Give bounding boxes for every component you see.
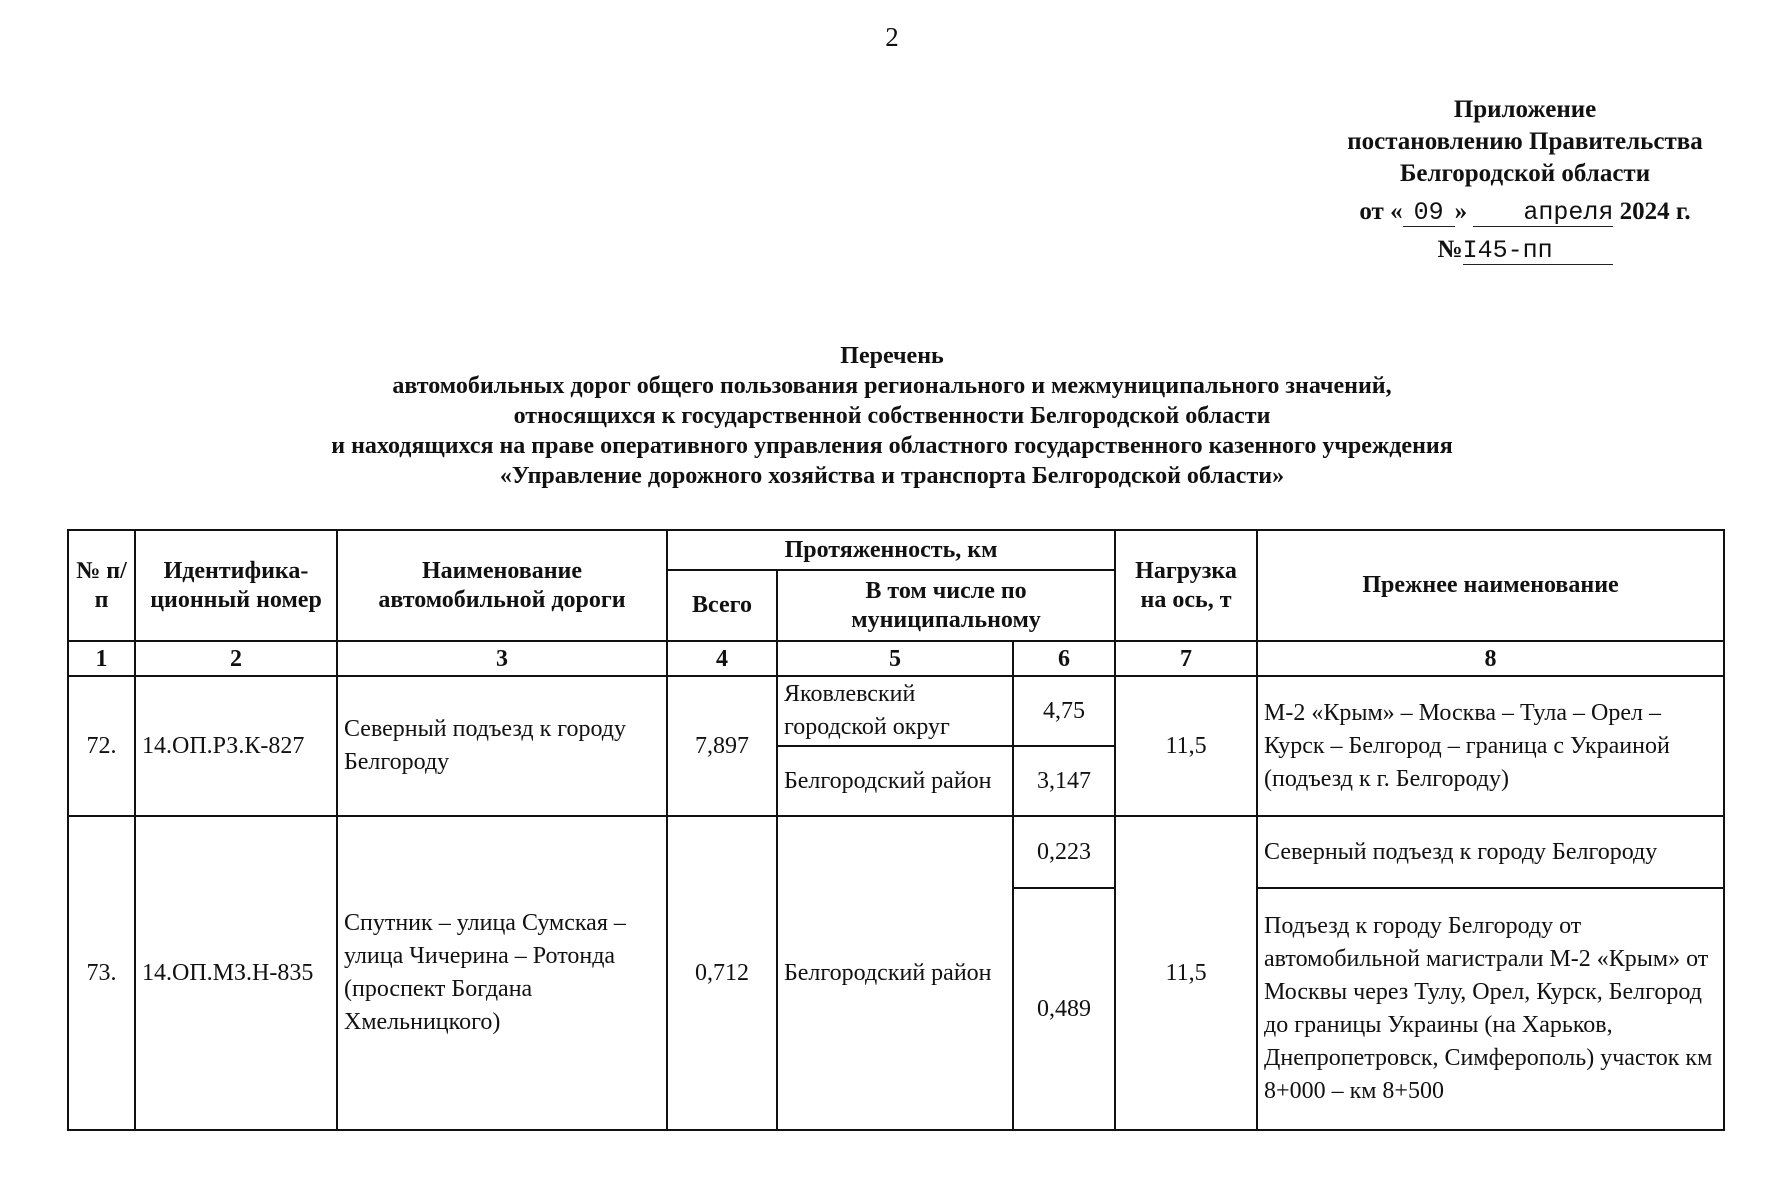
column-number: 1 [68,641,135,676]
page-number: 2 [885,22,899,52]
row-length: 3,147 [1013,746,1115,816]
row-load: 11,5 [1115,676,1257,816]
row-total: 0,712 [667,816,777,1130]
row-name: Спутник – улица Сумская – улица Чичерина – Ротонда (проспект Богдана Хмельницкого) [337,816,667,1130]
row-id: 14.ОП.МЗ.Н-835 [135,816,337,1130]
column-number: 5 [777,641,1013,676]
header-total: Всего [667,570,777,641]
row-length: 0,489 [1013,888,1115,1130]
title-line-4: и находящихся на праве оперативного управления областного государственного казенного учреждения [331,433,1453,459]
number-value: I45-пп [1463,237,1613,265]
row-municipality: Белгородский район [777,746,1013,816]
date-month: апреля [1473,199,1613,227]
row-former-name: Северный подъезд к городу Белгороду [1257,816,1724,888]
table-row [68,676,1724,746]
header-row-1 [68,530,1724,570]
column-number: 8 [1257,641,1724,676]
row-name: Северный подъезд к городу Белгороду [337,676,667,816]
appendix-title: Приложение [1453,96,1597,123]
column-number: 3 [337,641,667,676]
date-prefix: от « [1359,198,1403,225]
document-title [0,341,1784,491]
row-former-name: Подъезд к городу Белгороду от автомобильной магистрали М-2 «Крым» от Москвы через Тулу, Орел, Курск, Белгород до границы Украины (на Харьков, Днепропетровск, Симферополь) участок км 8+000 – км 8+500 [1257,888,1724,1130]
title-line-2: автомобильных дорог общего пользования регионального и межмуниципального значений, [392,373,1392,399]
roads-table [67,529,1725,1131]
appendix-resolution: постановлению Правительства [1347,128,1703,155]
header-former: Прежнее наименование [1257,530,1724,641]
row-municipality: Белгородский район [777,816,1013,1130]
row-municipality: Яковлевский городской округ [777,676,1013,746]
title-line-5: «Управление дорожного хозяйства и транспорта Белгородской области» [499,463,1285,489]
column-number: 4 [667,641,777,676]
appendix-region: Белгородской области [1399,160,1651,187]
table-row [68,816,1724,888]
row-former-name: М-2 «Крым» – Москва – Тула – Орел – Курск – Белгород – граница с Украиной (подъезд к г. Белгороду) [1257,676,1724,816]
row-load: 11,5 [1115,816,1257,1130]
row-length: 0,223 [1013,816,1115,888]
header-num: № п/п [68,530,135,641]
row-length: 4,75 [1013,676,1115,746]
row-total: 7,897 [667,676,777,816]
column-number: 7 [1115,641,1257,676]
appendix-block [1310,94,1740,266]
appendix-number [1310,234,1740,266]
header-id: Идентифика-ционный номер [135,530,337,641]
column-number: 6 [1013,641,1115,676]
column-number-row [68,641,1724,676]
row-num: 73. [68,816,135,1130]
row-id: 14.ОП.РЗ.К-827 [135,676,337,816]
header-including: В том числе по муниципальному [777,570,1115,641]
header-length-group: Протяженность, км [667,530,1115,570]
date-day: 09 [1403,199,1455,227]
header-load: Нагрузка на ось, т [1115,530,1257,641]
title-line-1: Перечень [840,343,944,369]
column-number: 2 [135,641,337,676]
number-prefix: № [1437,236,1463,263]
header-name: Наименование автомобильной дороги [337,530,667,641]
date-mid: » [1454,198,1468,225]
date-year: 2024 г. [1619,198,1691,225]
row-num: 72. [68,676,135,816]
appendix-date [1310,196,1740,228]
title-line-3: относящихся к государственной собственности Белгородской области [513,403,1271,429]
